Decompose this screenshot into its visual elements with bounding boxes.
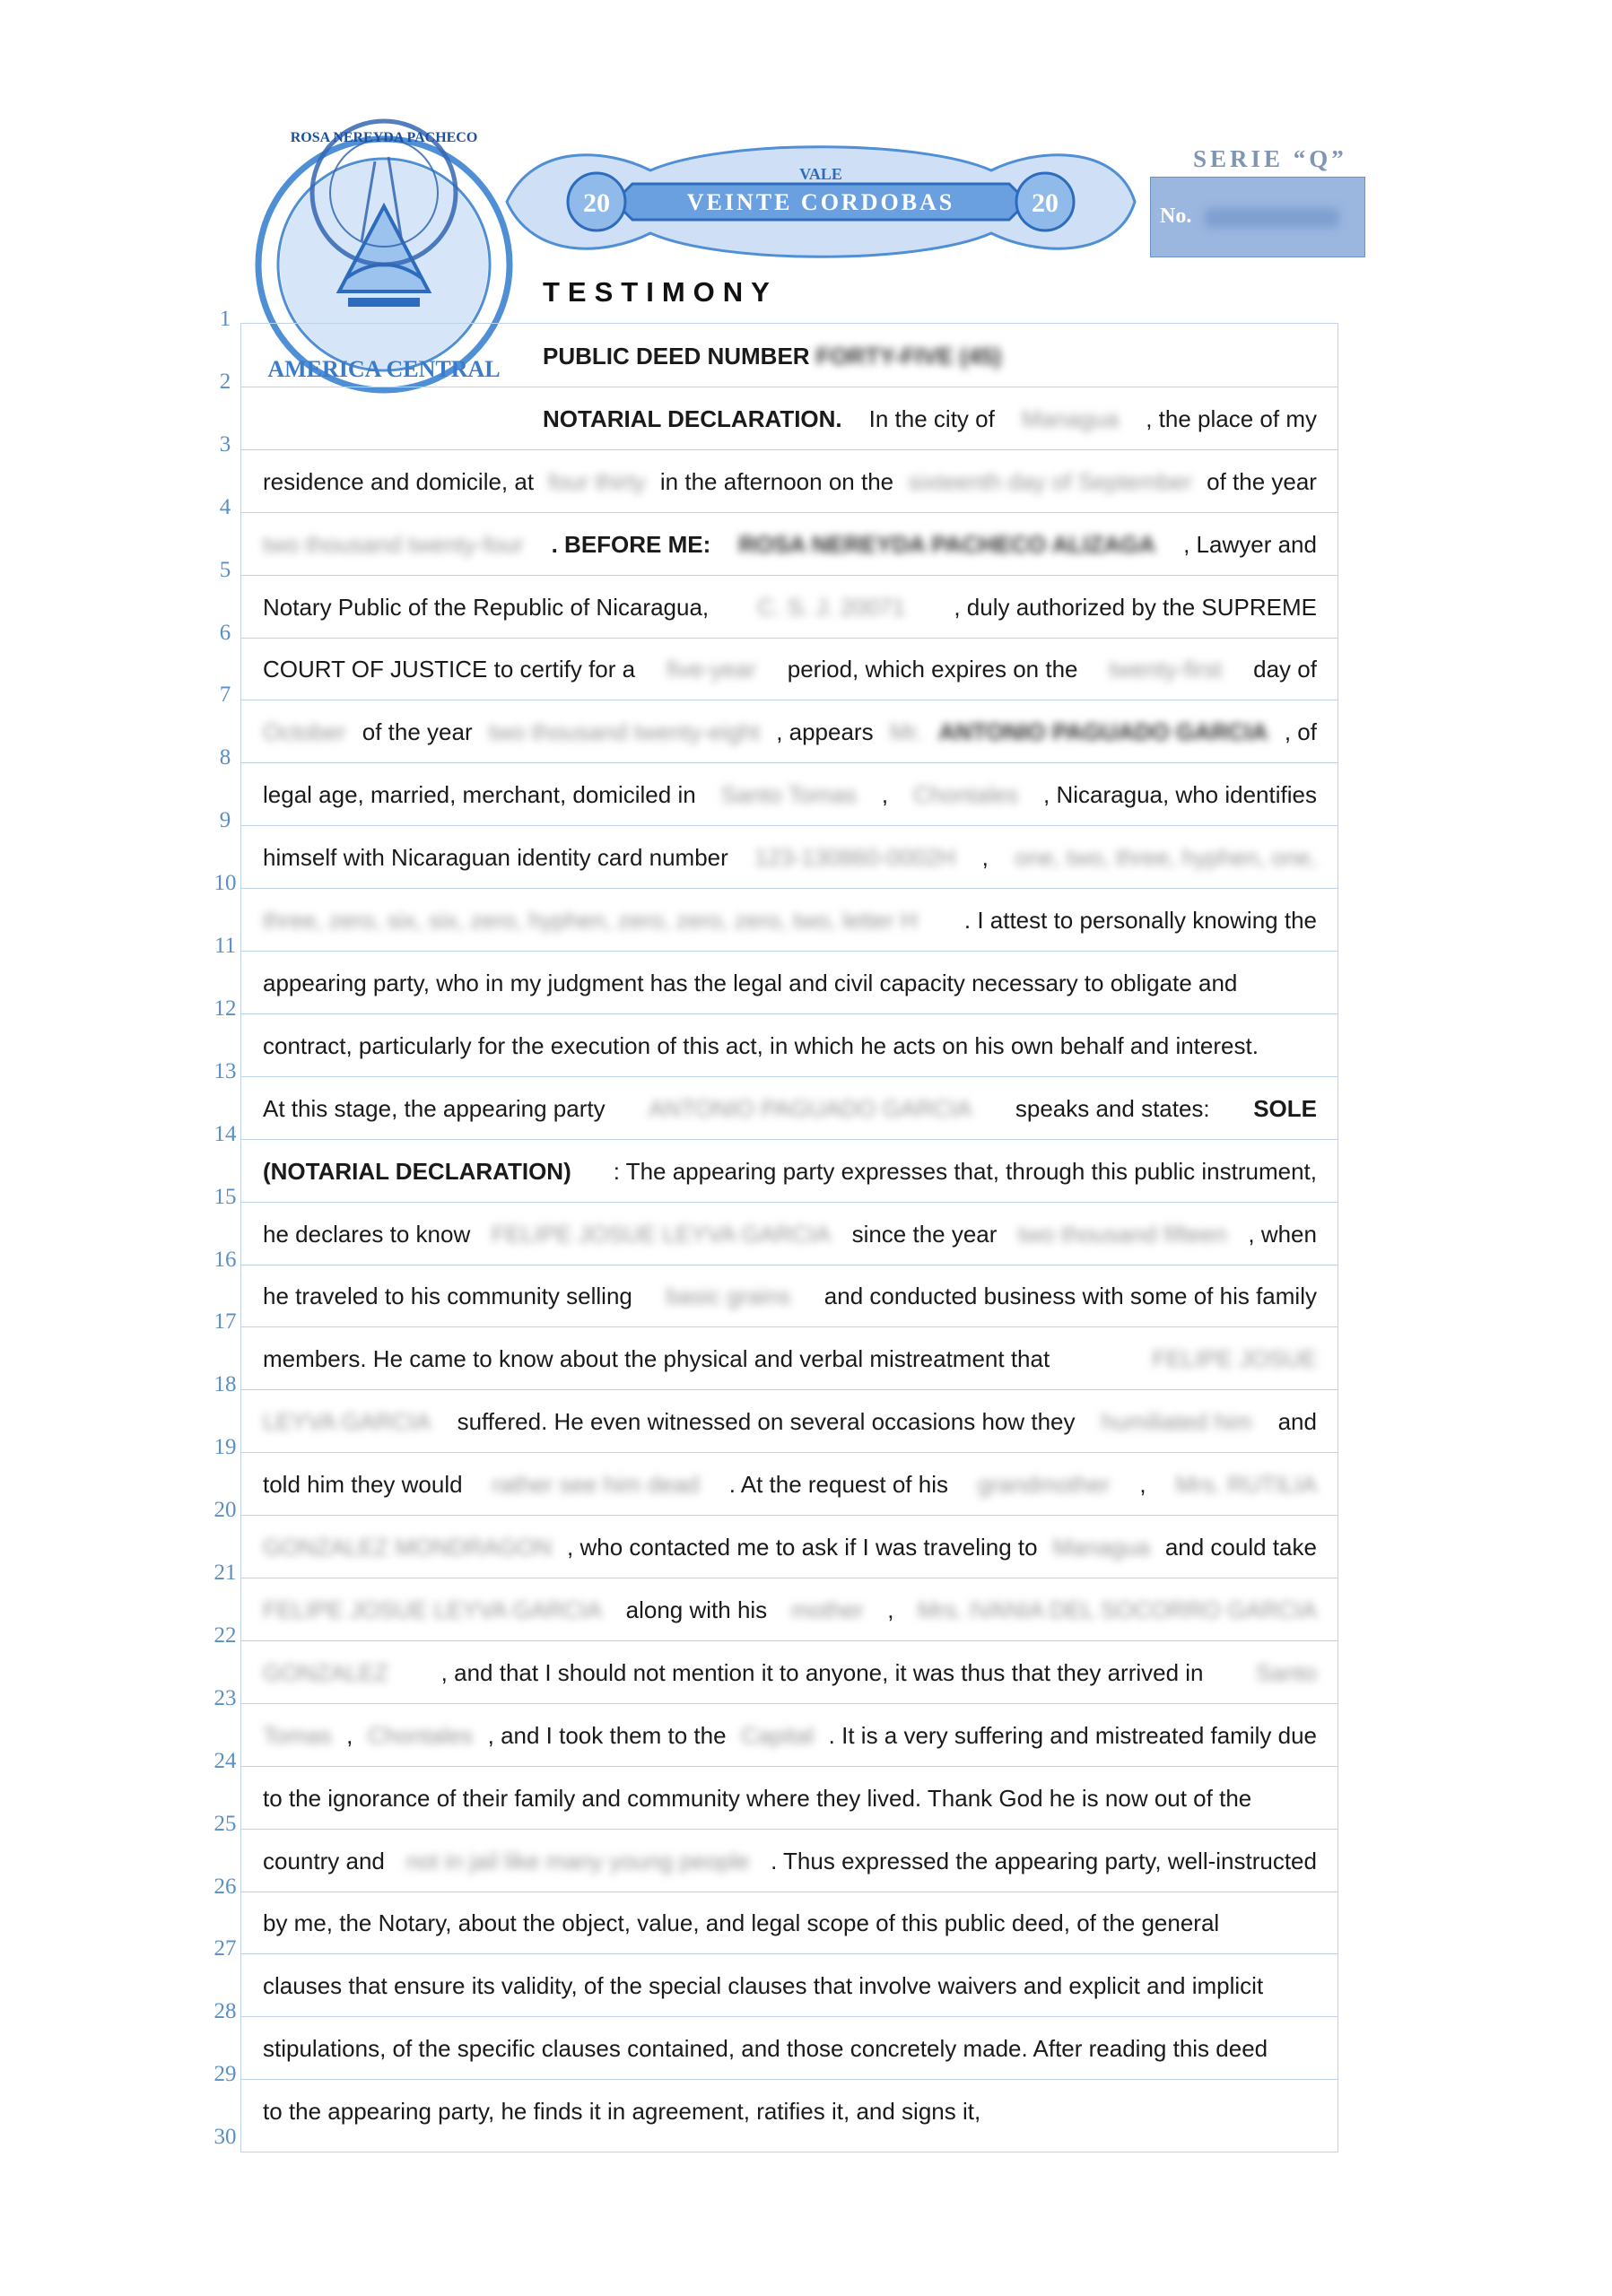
document-line bbox=[263, 1278, 1317, 1314]
bold-text: . BEFORE ME: bbox=[551, 530, 711, 558]
body-text: since the year bbox=[851, 1220, 998, 1248]
body-text: . At the request of his bbox=[728, 1471, 948, 1499]
body-text: , Lawyer and bbox=[1183, 530, 1317, 558]
document-line bbox=[263, 1091, 1317, 1126]
redacted-text: two thousand twenty-four bbox=[263, 530, 524, 558]
line-number: 24 bbox=[213, 1748, 237, 1773]
redacted-text: four thirty bbox=[548, 467, 646, 495]
body-text: , and I took them to the bbox=[487, 1721, 727, 1749]
redacted-text: basic grains bbox=[666, 1283, 791, 1310]
line-number: 10 bbox=[213, 871, 237, 896]
line-number: 18 bbox=[213, 1372, 237, 1397]
document-line bbox=[263, 2031, 1317, 2066]
document-line bbox=[263, 1655, 1317, 1691]
document-line bbox=[263, 1028, 1317, 1064]
body-text: he traveled to his community selling bbox=[263, 1283, 632, 1310]
document-line bbox=[263, 1780, 1317, 1816]
body-text: , appears bbox=[776, 718, 874, 746]
line-number: 8 bbox=[219, 745, 231, 770]
body-text: : The appearing party expresses that, through this public instrument, bbox=[613, 1157, 1317, 1185]
line-number: 22 bbox=[213, 1622, 237, 1648]
body-text: of the year bbox=[1207, 467, 1317, 495]
redacted-text: Mrs. IVANIA DEL SOCORRO GARCIA bbox=[917, 1596, 1317, 1623]
document-line bbox=[263, 1153, 1317, 1189]
body-text: and could take bbox=[1164, 1534, 1317, 1561]
body-text: , who contacted me to ask if I was traveling to bbox=[567, 1534, 1038, 1561]
body-text: contract, particularly for the execution of this act, in which he acts on his own behalf and interest. bbox=[263, 1031, 1259, 1059]
document-line bbox=[263, 902, 1317, 938]
document-line bbox=[543, 338, 1317, 374]
document-line bbox=[263, 526, 1317, 562]
body-text: and bbox=[1277, 1408, 1317, 1436]
ruled-line bbox=[241, 888, 1338, 889]
stamp-left-denomination: 20 bbox=[583, 188, 610, 218]
line-number: 25 bbox=[213, 1811, 237, 1836]
document-line bbox=[263, 589, 1317, 625]
ruled-line bbox=[241, 1452, 1338, 1453]
redacted-text: Mr. bbox=[889, 718, 922, 746]
body-text: appearing party, who in my judgment has the legal and civil capacity necessary to obligate and bbox=[263, 969, 1238, 996]
body-text: period, which expires on the bbox=[787, 656, 1078, 683]
line-number: 27 bbox=[213, 1936, 237, 1961]
body-text: . I attest to personally knowing the bbox=[963, 907, 1317, 935]
body-text: , bbox=[887, 1596, 894, 1623]
body-text: clauses that ensure its validity, of the special clauses that involve waivers and explicit and implicit bbox=[263, 1972, 1264, 2000]
line-number: 5 bbox=[219, 557, 231, 582]
redacted-text: two thousand twenty-eight bbox=[488, 718, 760, 746]
body-text: day of bbox=[1253, 656, 1317, 683]
ruled-line bbox=[241, 1953, 1338, 1954]
line-number: 20 bbox=[213, 1498, 237, 1523]
line-number: 19 bbox=[213, 1435, 237, 1460]
redacted-text: Chontales bbox=[913, 781, 1019, 809]
redacted-text: Mrs. RUTILIA bbox=[1175, 1471, 1317, 1499]
document-line bbox=[263, 464, 1317, 500]
ruled-line bbox=[241, 1076, 1338, 1077]
redacted-text: ANTONIO PAGUADO GARCIA bbox=[649, 1094, 972, 1122]
ruled-line bbox=[241, 1703, 1338, 1704]
serie-label: SERIE “Q” bbox=[1193, 145, 1347, 172]
redacted-text: FELIPE JOSUE LEYVA GARCIA bbox=[491, 1220, 831, 1248]
ruled-line bbox=[241, 638, 1338, 639]
redacted-text: sixteenth day of September bbox=[908, 467, 1192, 495]
ruled-line bbox=[241, 1326, 1338, 1327]
document-line bbox=[263, 839, 1317, 875]
serial-number-box bbox=[1150, 177, 1365, 257]
document-line bbox=[543, 401, 1317, 437]
redacted-text: FELIPE JOSUE bbox=[1152, 1345, 1317, 1373]
line-number: 3 bbox=[219, 431, 231, 457]
body-text: speaks and states: bbox=[1015, 1094, 1210, 1122]
line-number: 12 bbox=[213, 996, 237, 1021]
redacted-text: ANTONIO PAGUADO GARCIA bbox=[938, 718, 1268, 746]
body-text: of the year bbox=[362, 718, 473, 746]
body-text: and conducted business with some of his family bbox=[823, 1283, 1317, 1310]
redacted-text: October bbox=[263, 718, 346, 746]
redacted-text: C. S. J. 20071 bbox=[757, 593, 906, 621]
redacted-text: humiliated him bbox=[1101, 1408, 1252, 1436]
document-line bbox=[263, 1718, 1317, 1753]
redacted-text: Managua bbox=[1021, 404, 1120, 432]
redacted-text: Tomas bbox=[263, 1721, 332, 1749]
body-text: members. He came to know about the physical and verbal mistreatment that bbox=[263, 1345, 1050, 1373]
line-number: 1 bbox=[219, 307, 231, 331]
ruled-line bbox=[241, 825, 1338, 826]
body-text: , of bbox=[1284, 718, 1317, 746]
redacted-text: LEYVA GARCIA bbox=[263, 1408, 431, 1436]
body-text: , bbox=[346, 1721, 353, 1749]
line-number: 16 bbox=[213, 1247, 237, 1272]
ruled-line bbox=[241, 1640, 1338, 1641]
redacted-text: two thousand fifteen bbox=[1018, 1220, 1227, 1248]
ruled-line bbox=[241, 1515, 1338, 1516]
document-line bbox=[263, 777, 1317, 813]
body-text: by me, the Notary, about the object, value, and legal scope of this public deed, of the general bbox=[263, 1909, 1220, 1937]
body-text: , bbox=[881, 781, 889, 809]
redacted-text: one, two, three, hyphen, one, bbox=[1015, 844, 1317, 872]
body-text: country and bbox=[263, 1847, 385, 1874]
ruled-line bbox=[241, 1766, 1338, 1767]
redacted-text: not in jail like many young people bbox=[405, 1847, 750, 1874]
line-number: 9 bbox=[219, 808, 231, 833]
ruled-line bbox=[241, 449, 1338, 450]
line-number: 30 bbox=[213, 2125, 237, 2150]
serial-number-redacted bbox=[1205, 208, 1339, 228]
body-text: , when bbox=[1248, 1220, 1317, 1248]
bold-text: (NOTARIAL DECLARATION) bbox=[263, 1157, 571, 1185]
redacted-text: twenty-first bbox=[1109, 656, 1223, 683]
line-number: 15 bbox=[213, 1184, 237, 1209]
body-text: legal age, married, merchant, domiciled in bbox=[263, 781, 696, 809]
body-text: . Thus expressed the appearing party, well-instructed bbox=[771, 1847, 1317, 1874]
line-number: 26 bbox=[213, 1874, 237, 1899]
body-text: , bbox=[1139, 1471, 1146, 1499]
body-text: to the ignorance of their family and community where they lived. Thank God he is now out of the bbox=[263, 1784, 1252, 1812]
body-text: he declares to know bbox=[263, 1220, 471, 1248]
ruled-line bbox=[241, 1389, 1338, 1390]
document-line bbox=[263, 965, 1317, 1001]
bold-text: NOTARIAL DECLARATION. bbox=[543, 404, 842, 432]
ruled-line bbox=[241, 762, 1338, 763]
body-text: , duly authorized by the SUPREME bbox=[954, 593, 1317, 621]
redacted-text: FORTY-FIVE (45) bbox=[815, 342, 1002, 370]
ruled-line bbox=[241, 951, 1338, 952]
line-number: 4 bbox=[219, 494, 231, 519]
line-number: 17 bbox=[213, 1309, 237, 1335]
redacted-text: Santo Tomas bbox=[720, 781, 857, 809]
document-line bbox=[263, 1341, 1317, 1377]
line-number: 23 bbox=[213, 1685, 237, 1710]
document-line bbox=[263, 651, 1317, 687]
document-line bbox=[263, 1404, 1317, 1439]
body-text: , the place of my bbox=[1146, 404, 1317, 432]
body-text: himself with Nicaraguan identity card number bbox=[263, 844, 728, 872]
body-text: , and that I should not mention it to anyone, it was thus that they arrived in bbox=[440, 1658, 1204, 1686]
document-line bbox=[263, 1466, 1317, 1502]
redacted-text: GONZALEZ MONDRAGON bbox=[263, 1534, 553, 1561]
body-text: residence and domicile, at bbox=[263, 467, 535, 495]
seal-bottom-text: AMERICA CENTRAL bbox=[267, 356, 501, 382]
redacted-text: Chontales bbox=[367, 1721, 474, 1749]
ruled-line bbox=[241, 1202, 1338, 1203]
redacted-text: grandmother bbox=[977, 1471, 1111, 1499]
redacted-text: mother bbox=[790, 1596, 864, 1623]
redacted-text: five-year bbox=[667, 656, 756, 683]
stamp-value-text: VEINTE CORDOBAS bbox=[686, 189, 955, 215]
body-text: COURT OF JUSTICE to certify for a bbox=[263, 656, 636, 683]
line-number: 13 bbox=[213, 1058, 237, 1083]
redacted-text: Managua bbox=[1052, 1534, 1150, 1561]
body-text: . It is a very suffering and mistreated family due bbox=[828, 1721, 1317, 1749]
document-line bbox=[263, 2093, 1317, 2129]
ruled-line bbox=[241, 575, 1338, 576]
ruled-line bbox=[241, 1829, 1338, 1830]
redacted-text: GONZALEZ bbox=[263, 1658, 389, 1686]
body-text: In the city of bbox=[868, 404, 995, 432]
line-number: 11 bbox=[213, 934, 237, 958]
body-text: At this stage, the appearing party bbox=[263, 1094, 606, 1122]
fiscal-stamp-image bbox=[498, 135, 1144, 269]
body-text: , bbox=[981, 844, 989, 872]
line-number: 21 bbox=[213, 1561, 237, 1585]
ruled-line bbox=[241, 1013, 1338, 1014]
seal-top-text: ROSA NEREYDA PACHECO bbox=[290, 130, 478, 145]
stamp-vale-text: VALE bbox=[799, 165, 842, 183]
body-text: along with his bbox=[625, 1596, 768, 1623]
document-line bbox=[263, 1968, 1317, 2004]
document-line bbox=[263, 1905, 1317, 1941]
redacted-text: Capital bbox=[741, 1721, 815, 1749]
bold-text: PUBLIC DEED NUMBER bbox=[543, 342, 810, 370]
ruled-line bbox=[241, 2016, 1338, 2017]
line-number: 6 bbox=[219, 620, 231, 645]
body-text: suffered. He even witnessed on several occasions how they bbox=[457, 1408, 1076, 1436]
ruled-line bbox=[241, 2079, 1338, 2080]
line-number: 14 bbox=[213, 1121, 237, 1146]
document-line bbox=[263, 714, 1317, 750]
document-title: TESTIMONY bbox=[543, 276, 778, 308]
redacted-text: three, zero, six, six, zero, hyphen, zero, zero, zero, two, letter H bbox=[263, 907, 918, 935]
line-number: 2 bbox=[219, 369, 231, 394]
redacted-text: ROSA NEREYDA PACHECO ALIZAGA bbox=[738, 530, 1156, 558]
body-text: , Nicaragua, who identifies bbox=[1043, 781, 1317, 809]
body-text: in the afternoon on the bbox=[659, 467, 894, 495]
redacted-text: rather see him dead bbox=[492, 1471, 700, 1499]
document-line bbox=[263, 1592, 1317, 1628]
redacted-text: 123-130860-0002H bbox=[754, 844, 956, 872]
document-line bbox=[263, 1529, 1317, 1565]
line-number: 29 bbox=[213, 2062, 237, 2087]
bold-text: SOLE bbox=[1253, 1094, 1317, 1122]
body-text: told him they would bbox=[263, 1471, 463, 1499]
line-number: 7 bbox=[219, 683, 231, 708]
serial-no-label: No. bbox=[1160, 204, 1192, 228]
body-text: stipulations, of the specific clauses contained, and those concretely made. After reading this deed bbox=[263, 2035, 1268, 2063]
document-line bbox=[263, 1843, 1317, 1879]
document-line bbox=[263, 1216, 1317, 1252]
redacted-text: FELIPE JOSUE LEYVA GARCIA bbox=[263, 1596, 603, 1623]
body-text: to the appearing party, he finds it in agreement, ratifies it, and signs it, bbox=[263, 2098, 981, 2126]
ruled-line bbox=[241, 1139, 1338, 1140]
stamp-right-denomination: 20 bbox=[1032, 188, 1059, 218]
body-text: Notary Public of the Republic of Nicaragua, bbox=[263, 593, 710, 621]
ruled-line bbox=[241, 512, 1338, 513]
redacted-text: Santo bbox=[1256, 1658, 1317, 1686]
line-number: 28 bbox=[213, 1999, 237, 2024]
